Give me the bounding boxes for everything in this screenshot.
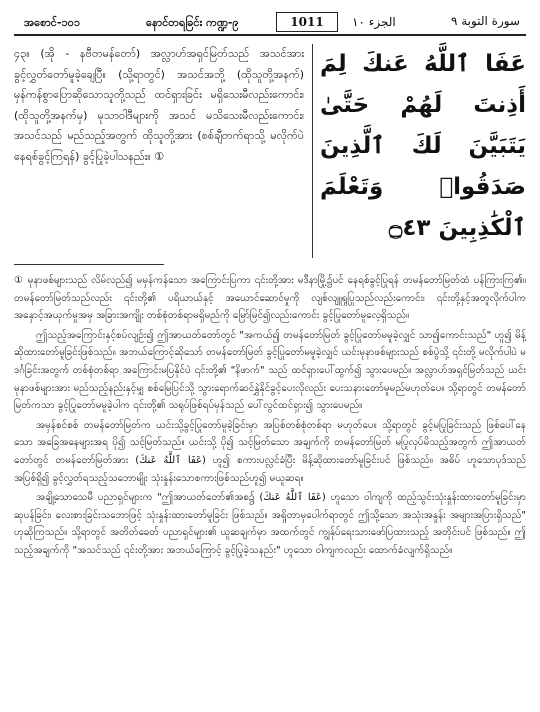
verse-section [14, 44, 526, 258]
header-surah: سورة التوبة ٩ [450, 14, 520, 28]
page-header [14, 10, 526, 36]
footnote-paragraph: ① မုနာဖစ်များသည် လိမ်လည်၍ မမှန်ကန်သော အကြောင်းပြကာ ၎င်းတို့အား မဒီနာမြို့၌ပင် နေရစ်ခွင့်ပြုရန် တမန်တော်မြတ်ထံ ပန်ကြားကြ၏။ တမန်တော်မြတ်သည်လည်း ၎င်းတို့၏ ပရိယာယ်နှင့် အယောင်ဆောင်မှုကို လျစ်လျူရှုပြုသည်လည်းကောင်း၊ ၎င်းတို့နှင့်အတူလိုက်ပါက အနှောင့်အယှက်မှုအမှ အခြားအကျိုး တစ်စုံတစ်ရာမရှိမည်ကို မြော်မြင်၍လည်းကောင်း ခွင့်ပြုတော်မူလေ့ရှိသည်။ [14, 275, 526, 322]
footnote-paragraph: ဤသည့်အကြောင်းနှင့်စပ်လျဉ်း၍ ဤအာယတ်တော်တွင် "အကယ်၍ တမန်တော်မြတ် ခွင့်ပြုတော်မမူခဲ့လျှင် သာ၍ကောင်းသည်" ဟူ၍ မိန့်ဆိုထားတော်မူခြင်းဖြစ်သည်။ အဘယ်ကြောင့်ဆိုသော် တမန်တော်မြတ် ခွင့်ပြုတော်မမူခဲ့လျှင် ယင်းမုနာဖစ်များသည် စစ်ပွဲသို့ ၎င်းတို့ မလိုက်ပါပဲ မဒင်္ဂခြင်းအတွက် တစ်စုံတစ်ရာ အကြောင်းမပြနိုင်ပဲ ၎င်းတို့၏ "နိဖာက်" သည် ထင်ရှားပေါ်ထွက်၍ သွားပေမည်။ အလ္လာဟ်အရှင်မြတ်သည် ယင်းမုနာဖစ်များအား မည်သည့်နည်းနှင့်မျှ စစ်မြေပြင်သို့ သွားရောက်ဆင်နွှဲနိုင်ခွင့်ပေးလိုလည်း ပေးသနားတော်မူမည်မဟုတ်ပေ။ သို့ရာတွင် တမန်တော်မြတ်ကသာ ခွင့်ပြုတော်မမူခဲ့ပါက ၎င်းတို့၏ သရုပ်ဖြစ်ရပ်မှန်သည် ပေါ်လွင်ထင်ရှား၍ သွားပေမည်။ [14, 329, 526, 412]
footnotes [14, 272, 526, 562]
column-divider [312, 44, 313, 258]
header-page-number: 1011 [276, 12, 338, 32]
arabic-verse: عَفَا ٱللَّهُ عَنكَ لِمَ أَذِنتَ لَهُمْ حَتَّىٰ يَتَبَيَّنَ لَكَ ٱلَّذِينَ صَدَقُوا۟ وَتَعْلَمَ ٱلْكَٰذِبِينَ ۝٤٣ [320, 51, 526, 241]
footnote-divider [14, 264, 164, 265]
header-volume: အစောင်-၁၀၁ [24, 16, 81, 29]
footnote-paragraph: အမှန်စင်စစ် တမန်တော်မြတ်က ယင်းသို့ခွင့်ပြုတော်မူခဲ့ခြင်းမှာ အပြစ်တစ်စုံတစ်ရာ မဟုတ်ပေ။ သို့ရာတွင် ခွင့်မပြုခြင်းသည် ဖြစ်ပေါ်နေသော အခြေအနေများအရ ပို၍ သင့်မြတ်သည်။ ယင်းသို့ ပို၍ သင့်မြတ်သော အချက်ကို တမန်တော်မြတ် မပြုလုပ်မိသည့်အတွက် ဤအာယတ်တော်တွင် တမန်တော်မြတ်အား (عَفَا ٱللَّهُ عَنكَ) ဟူ၍ စကားပလ္လင်ခံပြီး မိန့်ဆိုထားတော်မူခြင်းပင် ဖြစ်သည်။ အဓိပ် ဟူသောပုဒ်သည် အပြစ်ရှိ၍ ခွင့်လွှတ်ရသည့်သဘောမျိုး သုံးနှုန်းသောစကားဖြစ်သည်ဟူ၍ မယူဆရ။ [14, 419, 527, 484]
footnote-paragraph: အချို့သောသေမီ ပညာရှင်များက "ဤအာယတ်တော်၏အစ၌ (عَفَا ٱللَّهُ عَنكَ) ဟူသော ဝါကျကို ထည့်သွင်းသုံးနှုန်းထားတော်မူခြင်းမှာ ဆုပန်ခြင်း၊ လေးစားခြင်းသဘောဖြင့် သုံးနှုန်းထားတော်မူခြင်း ဖြစ်သည်။ အရှိုတာမှပေါက်ရာတွင် ဤသို့သော အသုံးအနှုန်း အများအပြားရှိသည်" ဟုဆိုကြသည်။ သို့ရာတွင် အတိတ်ခေတ် ပညာရှင်များ၏ ယူဆချက်မှာ အထက်တွင် ကျွန်ုပ်ရေးသားဖော်ပြထားသည့် အတိုင်းပင် ဖြစ်သည်။ ဤသည့်အချက်ကို "အသင်သည် ၎င်းတို့အား အဘယ်ကြောင့် ခွင့်ပြုခဲ့သနည်း" ဟူသော ဝါကျကလည်း ထောက်ခံလျက်ရှိသည်။ [14, 492, 526, 556]
header-chapter: နောင်တရခြင်း ကဏ္ဍ-၉ [146, 16, 239, 29]
verse-translation: ၄၃။ (အို - နဗီတမန်တော်) အလ္လာဟ်အရှင်မြတ်သည် အသင်အား ခွင့်လွှတ်တော်မူခဲ့ချေပြီ။ (သို့ရာတွင်) အသင်အဘို့ (ထိုသူတို့အနက်) မှန်ကန်စွာပြောဆိုသောသူတို့သည် ထင်ရှားခြင်း မရှိသေးမီလည်းကောင်း၊ (ထိုသူတို့အနက်မှ) မုသာဝါဒီများကို အသင် မသိသေးမီလည်းကောင်း၊ အသင်သည် မည်သည့်အတွက် ထိုသူတို့အား (စစ်ချီတက်ရာသို့ မလိုက်ပဲ နေရစ်ခွင့်ကြရန်) ခွင့်ပြုခဲ့ပါသနည်း။ ① [14, 47, 304, 163]
header-juz: الجزء ١٠ [352, 15, 396, 29]
